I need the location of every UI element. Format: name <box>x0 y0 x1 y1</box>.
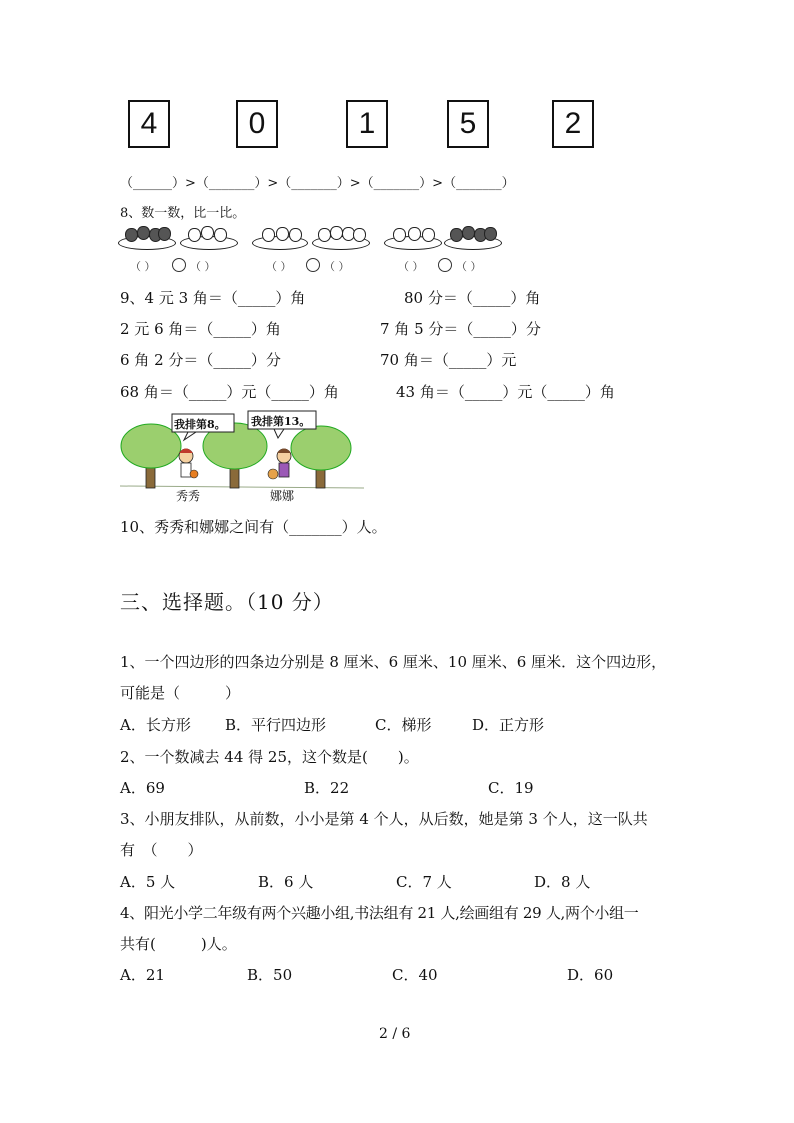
cq1-option-b: B．平行四边形 <box>225 716 327 734</box>
cq4-option-c: C．40 <box>392 966 438 984</box>
cq4-line2: 共有( )人。 <box>120 935 237 953</box>
name-xiuxiu: 秀秀 <box>176 489 201 503</box>
section3-title: 三、选择题。（10 分） <box>120 590 334 614</box>
digit-card-5: 2 <box>552 100 594 148</box>
q9-row4-left: 68 角＝（_____）元（_____）角 <box>120 383 339 401</box>
cq1-option-a: A．长方形 <box>120 716 191 734</box>
digit-card-4: 5 <box>447 100 489 148</box>
cq1-line2: 可能是（ ） <box>120 684 241 702</box>
cq2-line1: 2、一个数减去 44 得 25，这个数是( )。 <box>120 748 419 766</box>
compare-circle-2 <box>306 258 320 272</box>
digit-card-3: 1 <box>346 100 388 148</box>
q9-row1-left: 9、4 元 3 角＝（_____）角 <box>120 289 306 307</box>
bubble-right-text: 我排第13。 <box>251 415 311 428</box>
q9-row3-left: 6 角 2 分＝（_____）分 <box>120 351 281 369</box>
page-number: 2 / 6 <box>379 1026 411 1042</box>
cq2-option-c: C．19 <box>488 779 534 797</box>
cq1-line1: 1、一个四边形的四条边分别是 8 厘米、6 厘米、10 厘米、6 厘米．这个四边形， <box>120 653 667 671</box>
compare-blank-1b: （ ） <box>190 260 216 273</box>
cq1-option-d: D．正方形 <box>472 716 545 734</box>
compare-blank-3a: （ ） <box>398 260 424 273</box>
cq4-line1: 4、阳光小学二年级有两个兴趣小组,书法组有 21 人,绘画组有 29 人,两个小组一 <box>120 904 639 922</box>
cq4-option-b: B．50 <box>247 966 293 984</box>
q9-row2-right: 7 角 5 分＝（_____）分 <box>380 320 541 338</box>
digit-card-2: 0 <box>236 100 278 148</box>
cq3-option-d: D．8 人 <box>534 873 591 891</box>
name-nana: 娜娜 <box>270 489 295 503</box>
compare-blank-2a: （ ） <box>266 260 292 273</box>
cq3-option-c: C．7 人 <box>396 873 452 891</box>
compare-blank-1a: （ ） <box>130 260 156 273</box>
cq1-option-c: C．梯形 <box>375 716 432 734</box>
ordering-line: （______）>（_______）>（_______）>（_______）>（_______） <box>120 176 515 191</box>
q9-row4-right: 43 角＝（_____）元（_____）角 <box>396 383 615 401</box>
digit-card-1: 4 <box>128 100 170 148</box>
cq4-option-d: D．60 <box>567 966 614 984</box>
trees-queue-illustration <box>118 408 368 508</box>
cq2-option-a: A．69 <box>120 779 165 797</box>
q9-row2-left: 2 元 6 角＝（_____）角 <box>120 320 281 338</box>
q9-row1-right: 80 分＝（_____）角 <box>404 289 541 307</box>
q9-row3-right: 70 角＝（_____）元 <box>380 351 517 369</box>
cq4-option-a: A．21 <box>120 966 165 984</box>
compare-blank-2b: （ ） <box>324 260 350 273</box>
cq3-line2: 有 （ ） <box>120 841 203 859</box>
compare-circle-3 <box>438 258 452 272</box>
compare-circle-1 <box>172 258 186 272</box>
cq3-option-a: A．5 人 <box>120 873 176 891</box>
cq2-option-b: B．22 <box>304 779 350 797</box>
compare-blank-3b: （ ） <box>456 260 482 273</box>
q10: 10、秀秀和娜娜之间有（_______）人。 <box>120 518 387 536</box>
cq3-line1: 3、小朋友排队，从前数，小小是第 4 个人，从后数，她是第 3 个人，这一队共 <box>120 810 648 828</box>
q8-label: 8、数一数，比一比。 <box>120 206 246 221</box>
bubble-left-text: 我排第8。 <box>174 418 226 431</box>
cq3-option-b: B．6 人 <box>258 873 314 891</box>
